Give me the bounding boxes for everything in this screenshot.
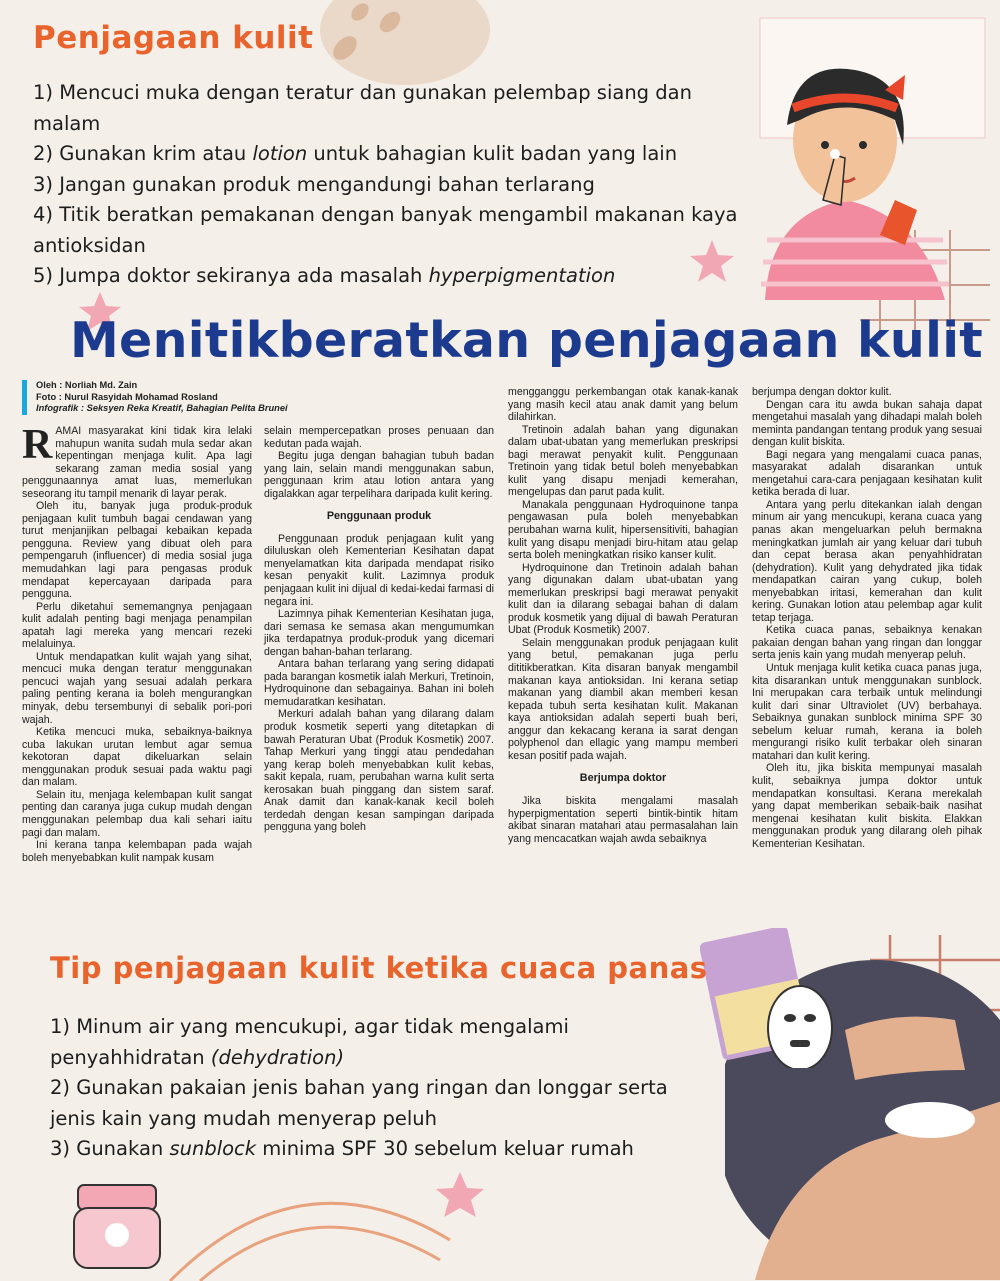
paragraph: Untuk menjaga kulit ketika cuaca panas juga, kita disarankan untuk menggunakan sunblock. Ini merupakan cara terbaik untuk melindungi kulit dari sinar Ultraviolet (UV) berbahaya. Sebaiknya gunakan sunblock minima SPF 30 sebelum keluar rumah, kerana ia boleh mengurangi risiko kulit terbakar oleh sinaran matahari dan kulit kering. — [752, 662, 982, 762]
paragraph: Ketika mencuci muka, sebaiknya-baiknya cuba lakukan urutan lembut agar semua kekotoran dapat dikeluarkan selain menggunakan produk sesuai pada waktu pagi dan malam. — [22, 726, 252, 789]
paragraph: selain mempercepatkan proses penuaan dan kedutan pada wajah. — [264, 425, 494, 450]
top-tips-list — [33, 78, 753, 292]
paragraph: mengganggu perkembangan otak kanak-kanak yang masih kecil atau anak damit yang belum dilahirkan. — [508, 386, 738, 424]
paragraph: Oleh itu, jika biskita mempunyai masalah kulit, sebaiknya jumpa doktor untuk mendapatkan konsultasi. Kerana merekalah yang dapat memberikan sebaik-baik nasihat mengenai kesihatan kulit biskita. Elakkan menggunakan produk yang dilarang oleh pihak Kementerian Kesihatan. — [752, 762, 982, 850]
list-item: 1) Mencuci muka dengan teratur dan gunakan pelembap siang dan malam — [33, 81, 692, 135]
paragraph: Lazimnya pihak Kementerian Kesihatan juga, dari semasa ke semasa akan mengumumkan jika terdapatnya produk-produk yang dicemari dengan bahan-bahan terlarang. — [264, 608, 494, 658]
face-mask-pack-icon — [700, 928, 840, 1068]
list-item: 1) Minum air yang mencukupi, agar tidak mengalami penyahhidratan (dehydration) — [50, 1015, 569, 1069]
list-item: 4) Titik beratkan pemakanan dengan banyak mengambil makanan kaya antioksidan — [33, 203, 738, 257]
paragraph: Dengan cara itu awda bukan sahaja dapat mengetahui masalah yang dihadapi malah boleh meminta pandangan tentang produk yang sesuai dengan kulit biskita. — [752, 398, 982, 449]
list-item: 3) Jangan gunakan produk mengandungi bahan terlarang — [33, 172, 595, 196]
paragraph: Jika biskita mengalami masalah hyperpigmentation seperti bintik-bintik hitam akibat sinaran matahari atau permasalahan lain yang mencacatkan wajah awda sebaiknya — [508, 794, 738, 845]
arc-decoration — [200, 1227, 440, 1281]
infographic-credit: Infografik : Seksyen Reka Kreatif, Bahagian Pelita Brunei — [36, 403, 288, 413]
author-credit: Oleh : Norliah Md. Zain — [36, 380, 138, 390]
paragraph: Merkuri adalah bahan yang dilarang dalam produk kosmetik seperti yang ditetapkan di bawah Peraturan Ubat (Produk Kosmetik) 2007. Tahap Merkuri yang tinggi atau pendedahan yang kerap boleh menyebabkan kulit kebas, sakit kepala, ruam, perubahan warna kulit serta kerosakan buah pinggang dan sistem saraf. Anak damit dan kanak-kanak kecil boleh terdedah dengan kesan sampingan daripada pengguna yang boleh — [264, 708, 494, 834]
article-column-2 — [264, 425, 494, 834]
paragraph: Antara bahan terlarang yang sering didapati pada barangan kosmetik ialah Merkuri, Tretinoin, Hydroquinone dan sebagainya. Bahan ini boleh memudaratkan kesihatan. — [264, 658, 494, 708]
top-section-title: Penjagaan kulit — [33, 20, 314, 56]
paragraph: Perlu diketahui sememangnya penjagaan kulit adalah penting bagi menjaga penampilan apatah lagi mereka yang mencari rezeki melaluinya. — [22, 600, 252, 651]
paragraph: AMAI masyarakat kini tidak kira lelaki mahupun wanita sudah mula sedar akan kepentingan menjaga kulit. Apa lagi sekarang zaman media sosial yang penggunaannya amat luas, memerlukan seseorang itu tampil menarik di layar perak. — [22, 425, 252, 500]
woman-skincare-illustration — [745, 50, 960, 300]
paragraph: Tretinoin adalah bahan yang digunakan dalam ubat-ubatan yang memerlukan preskripsi bagi merawat penyakit kulit. Penggunaan Tretinoin yang tidak betul boleh menyebabkan kulit yang disapu menjadi kemerahan, mengelupas dan parut pada kulit. — [508, 423, 738, 499]
article-column-1 — [22, 422, 252, 864]
list-item: 5) Jumpa doktor sekiranya ada masalah hyperpigmentation — [33, 264, 616, 287]
paragraph: Ini kerana tanpa kelembapan pada wajah boleh menyebabkan kulit nampak kusam — [22, 839, 252, 864]
star-icon — [436, 1172, 484, 1217]
paragraph: Selain menggunakan produk penjagaan kulit yang betul, pemakanan juga perlu dititikberatkan. Kita disaran banyak mengambil makanan kaya antioksidan. Ini kerana setiap makanan yang diambil akan memberi kesan kepada tubuh serta kesihatan kulit. Makanan kaya antioksidan adalah seperti buah beri, anggur dan kekacang kerana ia sarat dengan polyphenol dan ellagic yang mampu memberi kesan positif pada wajah. — [508, 636, 738, 762]
paragraph: Ketika cuaca panas, sebaiknya kenakan pakaian dengan bahan yang ringan dan longgar serta jenis kain yang mudah menyerap peluh. — [752, 624, 982, 662]
article-column-3 — [508, 386, 738, 845]
paragraph: Hydroquinone dan Tretinoin adalah bahan yang digunakan dalam ubat-ubatan yang memerlukan preskripsi bagi merawat penyakit kulit dan ia dilarang sebagai bahan di dalam produk kosmetik yang dijual di bawah Peraturan Ubat (Produk Kosmetik) 2007. — [508, 561, 738, 637]
paragraph: Antara yang perlu ditekankan ialah dengan minum air yang mencukupi, kerana cuaca yang panas akan mengeluarkan peluh bermakna meningkatkan jumlah air yang keluar dari tubuh dan cepat berasa akan penyahhidratan (dehydration). Kulit yang dehydrated jika tidak mendapatkan cairan yang cukup, boleh menyebabkan iritasi, kemerahan dan kulit kering. Gunakan lotion atau pelembap agar kulit tetap terjaga. — [752, 498, 982, 624]
drop-cap: R — [22, 422, 53, 468]
cream-jar-icon — [70, 1180, 165, 1275]
bottom-tips-list — [50, 1012, 710, 1165]
byline — [22, 380, 288, 415]
list-item: 2) Gunakan pakaian jenis bahan yang ringan dan longgar serta jenis kain yang mudah menyerap peluh — [50, 1076, 668, 1130]
list-item: 3) Gunakan sunblock minima SPF 30 sebelum keluar rumah — [50, 1137, 634, 1160]
paragraph: Penggunaan produk penjagaan kulit yang diluluskan oleh Kementerian Kesihatan dapat menyelamatkan kita daripada mendapat risiko kesan penyakit kulit. Lazimnya produk penjagaan kulit ini dijual di kedai-kedai farmasi di negara ini. — [264, 532, 494, 608]
paragraph: berjumpa dengan doktor kulit. — [752, 386, 892, 398]
bottom-section-title: Tip penjagaan kulit ketika cuaca panas — [50, 951, 708, 985]
article-headline: Menitikberatkan penjagaan kulit — [70, 312, 984, 369]
paragraph: Selain itu, menjaga kelembapan kulit sangat penting dan caranya juga cukup mudah dengan menggunakan pelembap dua kali sehari iaitu pagi dan malam. — [22, 788, 252, 839]
subheading: Berjumpa doktor — [579, 772, 667, 785]
article-column-4 — [752, 386, 982, 850]
photo-credit: Foto : Nurul Rasyidah Mohamad Rosland — [36, 391, 218, 402]
paragraph: Untuk mendapatkan kulit wajah yang sihat, mencuci muka dengan teratur menggunakan pencuci wajah yang sesuai adalah perkara paling penting kerana ia boleh mengurangkan minyak, debu tersembunyi di sebalik pori-pori wajah. — [22, 650, 252, 726]
paragraph: Manakala penggunaan Hydroquinone tanpa pengawasan pula boleh menyebabkan perubahan warna kulit, hipersensitiviti, bahagian kulit yang disapu menjadi biru-hitam atau gelap serta boleh meningkatkan risiko kanser kulit. — [508, 498, 738, 562]
list-item: 2) Gunakan krim atau lotion untuk bahagian kulit badan yang lain — [33, 142, 678, 165]
paragraph: Bagi negara yang mengalami cuaca panas, masyarakat adalah disarankan untuk mengetahui cara-cara penjagaan kesihatan kulit ketika berada di luar. — [752, 448, 982, 499]
paragraph: Oleh itu, banyak juga produk-produk penjagaan kulit tumbuh bagai cendawan yang turut menjanjikan pelbagai kebaikan kepada pengguna. Review yang dibuat oleh para pempengaruh (influencer) di media sosial juga memudahkan lagi para pengasas produk mendapat kepercayaan daripada para pengguna. — [22, 500, 252, 601]
paragraph: Begitu juga dengan bahagian tubuh badan yang lain, selain mandi menggunakan sabun, penggunaan krim atau lotion antara yang digalakkan agar terpelihara daripada kulit kering. — [264, 450, 494, 500]
subheading: Penggunaan produk — [326, 510, 432, 523]
